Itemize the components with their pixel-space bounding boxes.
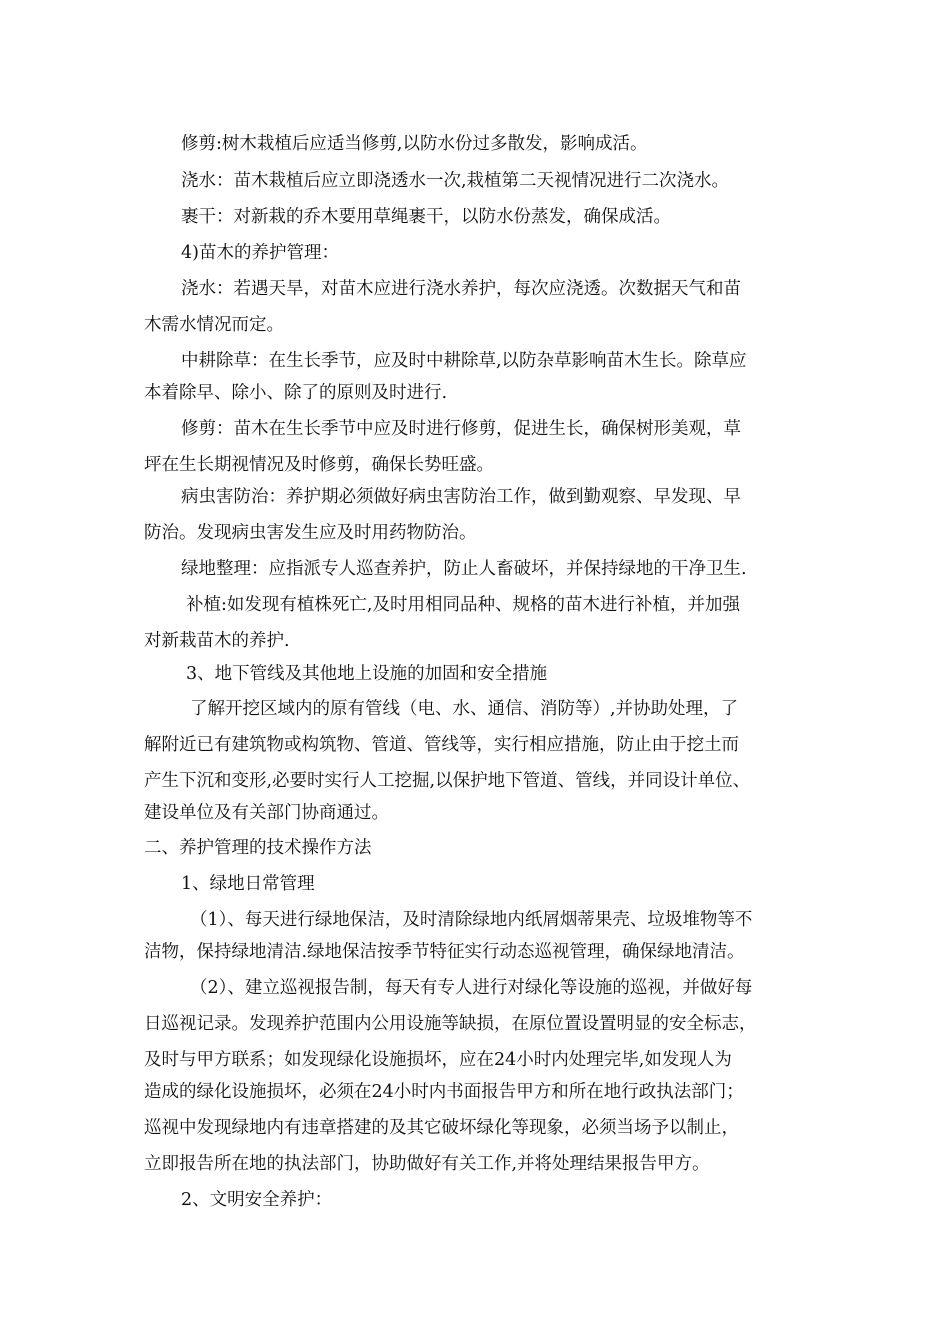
text-line: 立即报告所在地的执法部门，协助做好有关工作,并将处理结果报告甲方。 [144, 1154, 710, 1174]
section-heading: 二、养护管理的技术操作方法 [144, 838, 372, 858]
text-line: 防治。发现病虫害发生应及时用药物防治。 [144, 523, 477, 543]
text-line: 建设单位及有关部门协商通过。 [144, 803, 389, 823]
text-line: 造成的绿化设施损坏，必须在24小时内书面报告甲方和所在地行政执法部门； [144, 1082, 744, 1102]
section-heading: 3、地下管线及其他地上设施的加固和安全措施 [186, 664, 548, 684]
text-line: 了解开挖区域内的原有管线（电、水、通信、消防等）,并协助处理，了 [190, 699, 739, 719]
text-line: 修剪:树木栽植后应适当修剪,以防水份过多散发，影响成活。 [181, 134, 648, 154]
section-heading: 2、文明安全养护： [181, 1190, 333, 1210]
text-line: 木需水情况而定。 [144, 315, 284, 335]
text-line: 浇水：苗木栽植后应立即浇透水一次,栽植第二天视情况进行二次浇水。 [181, 171, 730, 191]
text-line: 浇水：若遇天旱，对苗木应进行浇水养护，每次应浇透。次数据天气和苗 [181, 279, 741, 299]
section-heading: 1、绿地日常管理 [181, 874, 315, 894]
text-line: 裹干：对新栽的乔木要用草绳裹干，以防水份蒸发，确保成活。 [181, 207, 671, 227]
text-line: 洁物，保持绿地清洁.绿地保洁按季节特征实行动态巡视管理，确保绿地清洁。 [144, 942, 745, 962]
text-line: 绿地整理：应指派专人巡查养护，防止人畜破坏，并保持绿地的干净卫生. [181, 559, 747, 579]
text-line: 产生下沉和变形,必要时实行人工挖掘,以保护地下管道、管线，并同设计单位、 [144, 771, 751, 791]
text-line: 及时与甲方联系；如发现绿化设施损坏，应在24小时内处理完毕,如发现人为 [144, 1050, 732, 1070]
text-line: 修剪：苗木在生长季节中应及时进行修剪，促进生长，确保树形美观，草 [181, 419, 741, 439]
text-line: 4)苗木的养护管理： [181, 243, 339, 263]
text-line: （2）、建立巡视报告制，每天有专人进行对绿化等设施的巡视，并做好每 [190, 978, 753, 998]
text-line: 日巡视记录。发现养护范围内公用设施等缺损，在原位置设置明显的安全标志， [144, 1014, 757, 1034]
text-line: 解附近已有建筑物或构筑物、管道、管线等，实行相应措施，防止由于挖土而 [144, 735, 739, 755]
text-line: 巡视中发现绿地内有违章搭建的及其它破坏绿化等现象，必须当场予以制止， [144, 1118, 739, 1138]
text-line: 坪在生长期视情况及时修剪，确保长势旺盛。 [144, 455, 494, 475]
text-line: 中耕除草：在生长季节，应及时中耕除草,以防杂草影响苗木生长。除草应 [181, 351, 747, 371]
text-line: 补植:如发现有植株死亡,及时用相同品种、规格的苗木进行补植，并加强 [186, 595, 740, 615]
text-line: 病虫害防治：养护期必须做好病虫害防治工作，做到勤观察、早发现、早 [181, 487, 741, 507]
text-line: 本着除早、除小、除了的原则及时进行. [144, 383, 448, 403]
text-line: 对新栽苗木的养护. [144, 631, 290, 651]
text-line: （1）、每天进行绿地保洁，及时清除绿地内纸屑烟蒂果壳、垃圾堆物等不 [190, 910, 753, 930]
